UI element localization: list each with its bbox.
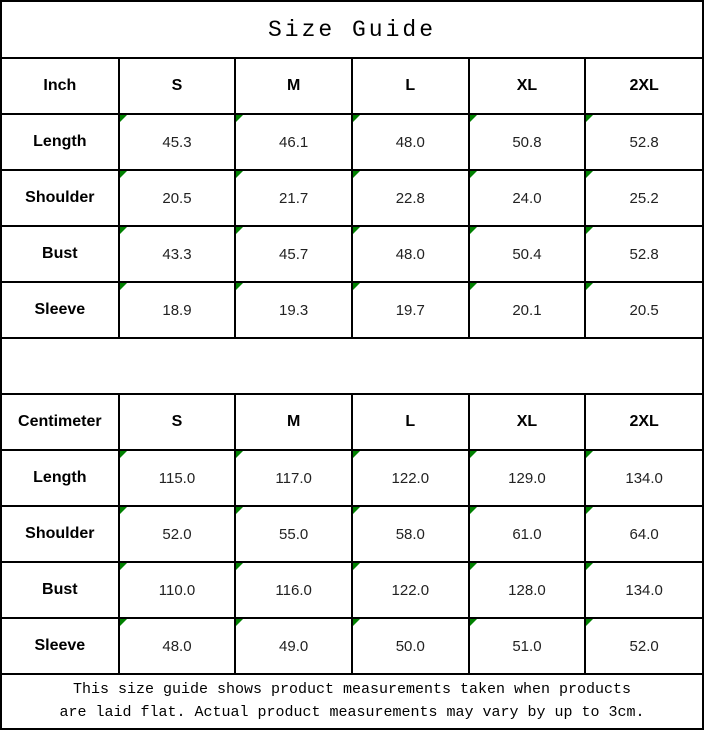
row-label: Shoulder [2, 506, 119, 562]
cell-value: 48.0 [395, 133, 425, 151]
cell-value: 128.0 [508, 581, 546, 599]
cell-flag-icon [470, 115, 477, 122]
centimeter-size-header-2xl: 2XL [585, 394, 702, 450]
cell-flag-icon [586, 507, 593, 514]
centimeter-length-row [2, 450, 702, 506]
cell-flag-icon [586, 283, 593, 290]
value-cell [235, 506, 352, 562]
centimeter-header-row [2, 394, 702, 450]
value-cell [119, 114, 236, 170]
centimeter-size-header-l: L [352, 394, 469, 450]
cell-flag-icon [353, 115, 360, 122]
cell-value: 134.0 [625, 469, 663, 487]
cell-value: 46.1 [279, 133, 309, 151]
cell-value: 52.0 [162, 525, 192, 543]
value-cell [352, 450, 469, 506]
value-cell [469, 450, 586, 506]
cell-flag-icon [586, 563, 593, 570]
centimeter-size-header-xl: XL [469, 394, 586, 450]
value-cell [585, 282, 702, 338]
cell-flag-icon [470, 507, 477, 514]
row-label: Length [2, 450, 119, 506]
inch-size-header-2xl: 2XL [585, 58, 702, 114]
centimeter-unit-header: Centimeter [2, 394, 119, 450]
cell-value: 22.8 [395, 189, 425, 207]
row-label: Shoulder [2, 170, 119, 226]
value-cell [585, 562, 702, 618]
cell-flag-icon [470, 227, 477, 234]
cell-flag-icon [470, 563, 477, 570]
inch-bust-row [2, 226, 702, 282]
value-cell [235, 618, 352, 674]
cell-flag-icon [470, 283, 477, 290]
value-cell [585, 114, 702, 170]
value-cell [352, 114, 469, 170]
row-label: Sleeve [2, 282, 119, 338]
cell-value: 19.7 [395, 301, 425, 319]
measurement-note-line-2: are laid flat. Actual product measurements may vary by up to 3cm. [59, 703, 645, 721]
value-cell [469, 282, 586, 338]
value-cell [585, 506, 702, 562]
cell-flag-icon [353, 171, 360, 178]
value-cell [119, 562, 236, 618]
cell-value: 43.3 [162, 245, 192, 263]
cell-flag-icon [470, 451, 477, 458]
cell-value: 122.0 [391, 469, 430, 487]
cell-flag-icon [353, 619, 360, 626]
value-cell [585, 170, 702, 226]
cell-value: 18.9 [162, 301, 192, 319]
cell-value: 45.7 [279, 245, 309, 263]
centimeter-sleeve-row [2, 618, 702, 674]
cell-flag-icon [353, 283, 360, 290]
inch-size-header-xl: XL [469, 58, 586, 114]
cell-value: 134.0 [625, 581, 663, 599]
value-cell [119, 226, 236, 282]
cell-flag-icon [120, 563, 127, 570]
cell-value: 50.0 [395, 637, 425, 655]
cell-flag-icon [586, 115, 593, 122]
measurement-note-line-1: This size guide shows product measurements taken when products [72, 681, 632, 698]
cell-flag-icon [586, 451, 593, 458]
cell-flag-icon [353, 563, 360, 570]
centimeter-bust-row [2, 562, 702, 618]
row-label: Sleeve [2, 618, 119, 674]
value-cell [352, 170, 469, 226]
inch-size-table [2, 57, 702, 339]
cell-value: 24.0 [512, 189, 542, 207]
row-label: Length [2, 114, 119, 170]
cell-value: 45.3 [162, 133, 192, 151]
cell-flag-icon [470, 171, 477, 178]
cell-flag-icon [586, 171, 593, 178]
value-cell [469, 170, 586, 226]
cell-value: 21.7 [279, 189, 309, 207]
cell-value: 19.3 [279, 301, 309, 319]
value-cell [352, 226, 469, 282]
value-cell [235, 282, 352, 338]
cell-flag-icon [120, 507, 127, 514]
cell-flag-icon [236, 563, 243, 570]
cell-flag-icon [120, 283, 127, 290]
cell-flag-icon [236, 115, 243, 122]
cell-flag-icon [236, 283, 243, 290]
cell-flag-icon [353, 451, 360, 458]
cell-flag-icon [353, 507, 360, 514]
centimeter-size-header-m: M [235, 394, 352, 450]
table-spacer [2, 339, 702, 393]
value-cell [469, 226, 586, 282]
cell-value: 117.0 [275, 469, 312, 487]
cell-flag-icon [120, 115, 127, 122]
value-cell [352, 618, 469, 674]
cell-value: 25.2 [629, 189, 659, 207]
cell-value: 110.0 [158, 581, 196, 599]
cell-value: 55.0 [279, 525, 309, 543]
inch-size-header-s: S [119, 58, 236, 114]
inch-size-header-l: L [352, 58, 469, 114]
cell-value: 20.5 [162, 189, 192, 207]
value-cell [469, 562, 586, 618]
value-cell [585, 226, 702, 282]
cell-value: 58.0 [395, 525, 425, 543]
cell-value: 50.8 [512, 133, 542, 151]
cell-value: 50.4 [512, 245, 542, 263]
value-cell [469, 506, 586, 562]
centimeter-size-header-s: S [119, 394, 236, 450]
cell-flag-icon [236, 227, 243, 234]
cell-value: 20.5 [629, 301, 659, 319]
value-cell [585, 450, 702, 506]
cell-value: 48.0 [162, 637, 192, 655]
inch-header-row [2, 58, 702, 114]
cell-value: 20.1 [512, 301, 542, 319]
value-cell [585, 618, 702, 674]
cell-value: 49.0 [279, 637, 309, 655]
cell-flag-icon [236, 619, 243, 626]
cell-value: 61.0 [512, 525, 542, 543]
centimeter-size-table [2, 393, 702, 675]
measurement-note [2, 675, 702, 728]
cell-value: 52.0 [629, 637, 659, 655]
value-cell [235, 562, 352, 618]
inch-length-row [2, 114, 702, 170]
value-cell [119, 170, 236, 226]
cell-flag-icon [470, 619, 477, 626]
inch-unit-header: Inch [2, 58, 119, 114]
value-cell [119, 450, 236, 506]
cell-value: 52.8 [629, 245, 659, 263]
page-title: Size Guide [267, 16, 437, 43]
value-cell [235, 114, 352, 170]
cell-flag-icon [236, 451, 243, 458]
value-cell [352, 506, 469, 562]
cell-flag-icon [120, 227, 127, 234]
cell-value: 52.8 [629, 133, 659, 151]
inch-size-header-m: M [235, 58, 352, 114]
inch-sleeve-row [2, 282, 702, 338]
value-cell [469, 618, 586, 674]
cell-flag-icon [353, 227, 360, 234]
row-label: Bust [2, 562, 119, 618]
cell-value: 51.0 [512, 637, 542, 655]
value-cell [469, 114, 586, 170]
value-cell [352, 282, 469, 338]
cell-value: 129.0 [508, 469, 546, 487]
cell-flag-icon [586, 227, 593, 234]
inch-shoulder-row [2, 170, 702, 226]
cell-value: 48.0 [395, 245, 425, 263]
cell-value: 115.0 [158, 469, 196, 487]
value-cell [119, 506, 236, 562]
value-cell [235, 226, 352, 282]
cell-flag-icon [120, 619, 127, 626]
cell-value: 64.0 [629, 525, 659, 543]
value-cell [352, 562, 469, 618]
cell-flag-icon [586, 619, 593, 626]
row-label: Bust [2, 226, 119, 282]
value-cell [235, 450, 352, 506]
value-cell [119, 282, 236, 338]
cell-value: 122.0 [391, 581, 430, 599]
cell-flag-icon [236, 171, 243, 178]
cell-flag-icon [120, 451, 127, 458]
value-cell [235, 170, 352, 226]
centimeter-shoulder-row [2, 506, 702, 562]
value-cell [119, 618, 236, 674]
cell-flag-icon [236, 507, 243, 514]
cell-flag-icon [120, 171, 127, 178]
cell-value: 116.0 [275, 581, 312, 599]
